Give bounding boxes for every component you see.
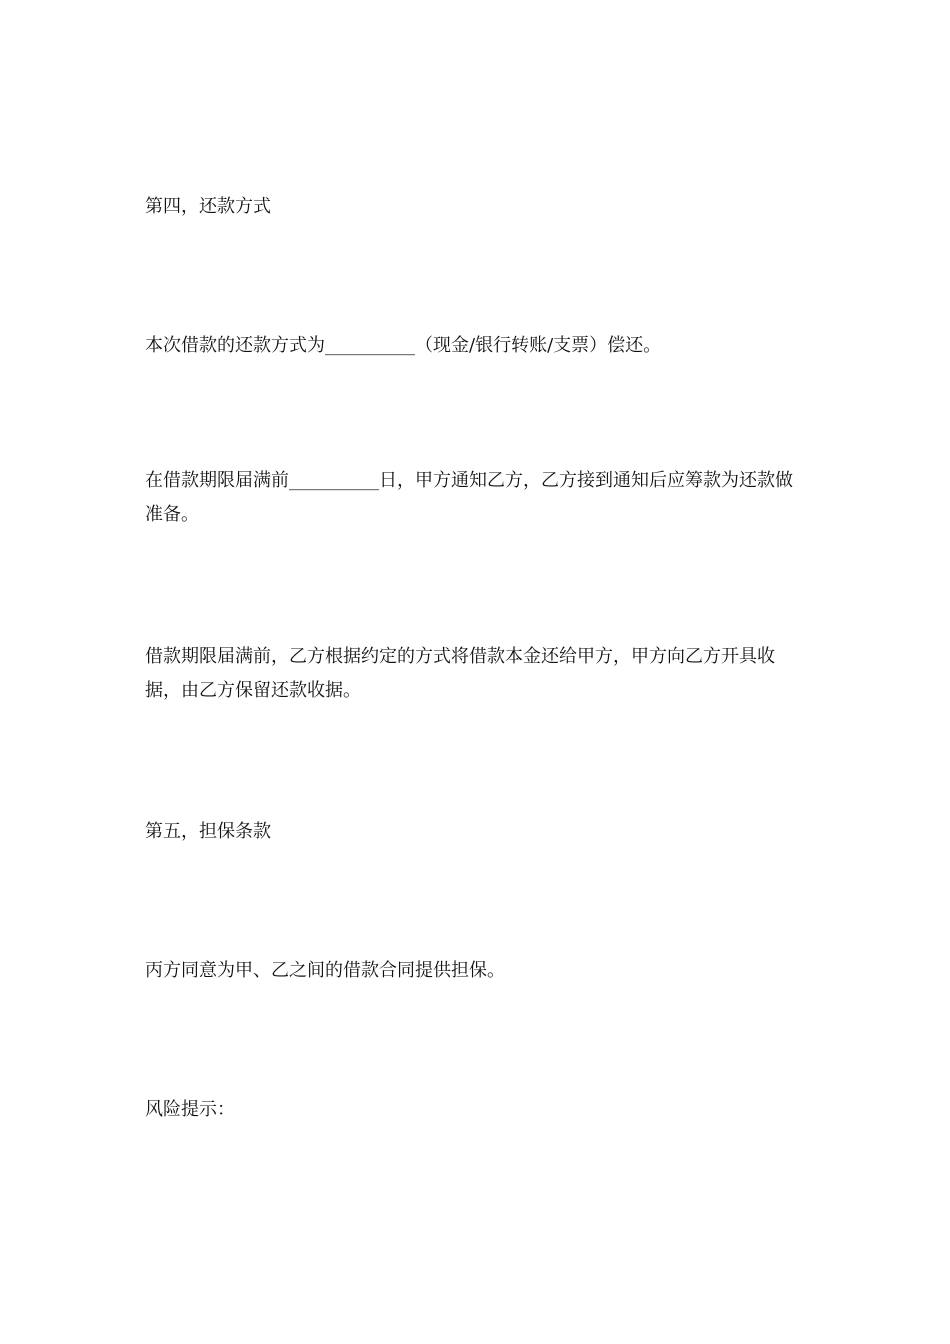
paragraph-principal-return: 借款期限届满前，乙方根据约定的方式将借款本金还给甲方，甲方向乙方开具收据，由乙方保留还款收据。 [145,646,775,701]
paragraph-notice-before-due: 在借款期限届满前__________日，甲方通知乙方，乙方接到通知后应筹款为还款做准备。 [145,470,793,525]
paragraph-repayment-method: 本次借款的还款方式为__________（现金/银行转账/支票）偿还。 [145,335,662,356]
risk-notice-label: 风险提示： [145,1099,235,1120]
section-heading-guarantee: 第五，担保条款 [145,821,271,842]
section-heading-repayment: 第四，还款方式 [145,196,271,217]
paragraph-guarantee: 丙方同意为甲、乙之间的借款合同提供担保。 [145,960,505,981]
